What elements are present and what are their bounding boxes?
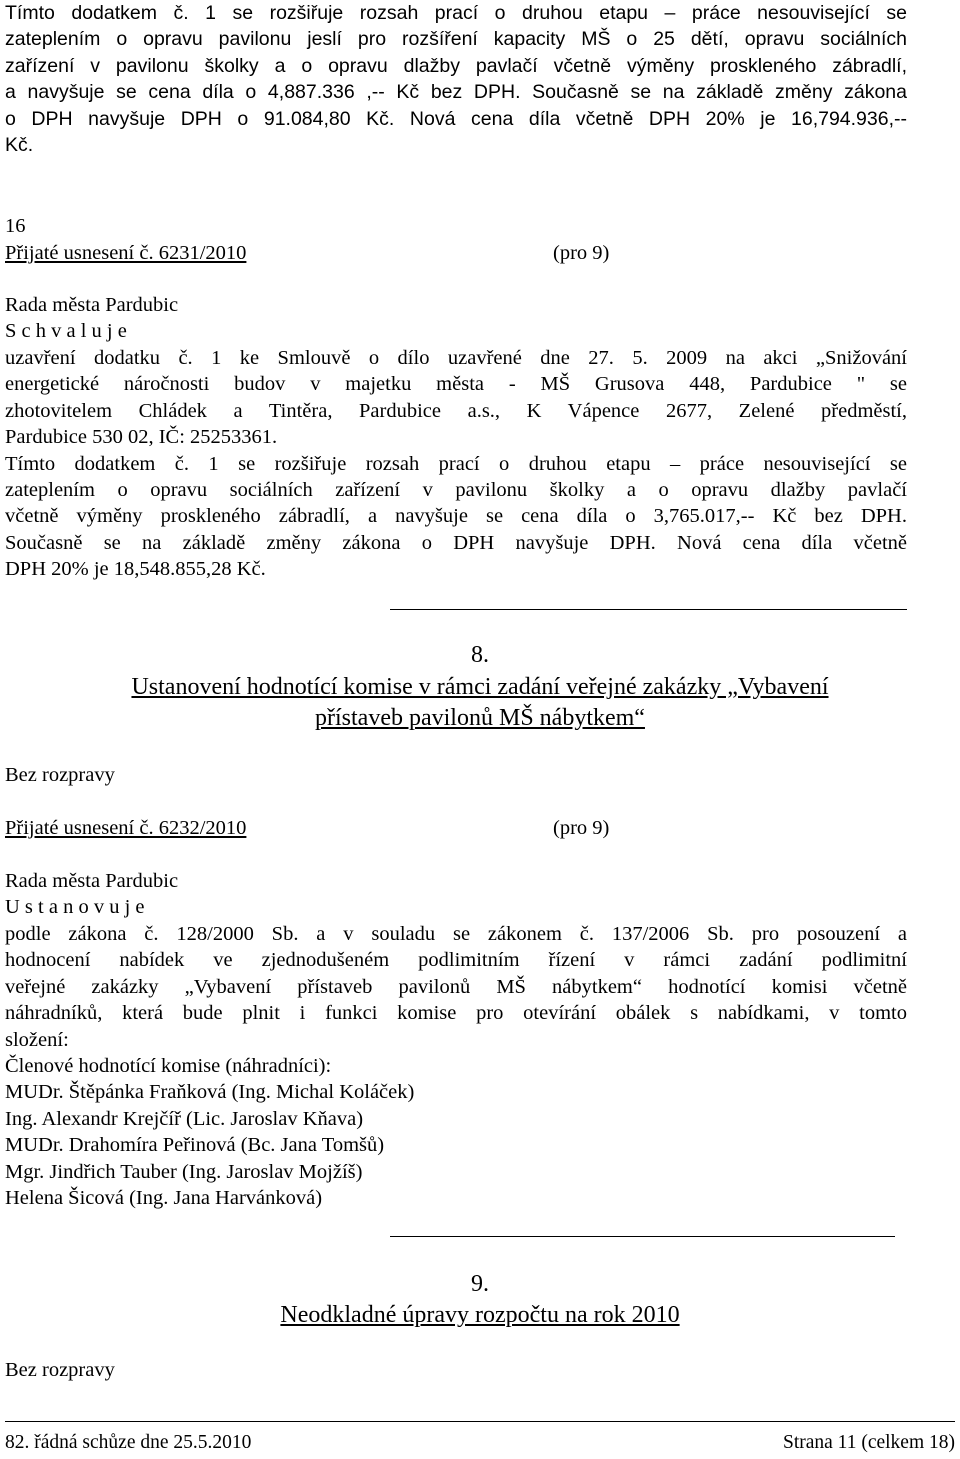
section-number: 9. xyxy=(471,1271,489,1297)
section-number: 8. xyxy=(471,642,489,668)
text-line: uzavření dodatku č. 1 ke Smlouvě o dílo uzavřené dne 27. 5. 2009 na akci „Snižování xyxy=(5,347,907,369)
amendment-paragraph xyxy=(5,0,907,158)
section-divider xyxy=(390,1236,895,1237)
council-name: Rada města Pardubic xyxy=(5,294,179,316)
text-line: složení: xyxy=(5,1028,69,1051)
text-line: Tímto dodatkem č. 1 se rozšiřuje rozsah prací o druhou etapu – práce nesouvisející se xyxy=(5,2,907,24)
committee-member: MUDr. Štěpánka Fraňková (Ing. Michal Koláček) xyxy=(5,1081,415,1104)
resolution-text xyxy=(5,921,907,1211)
text-line: Tímto dodatkem č. 1 se rozšiřuje rozsah prací o druhou etapu – práce nesouvisející se xyxy=(5,452,907,475)
footer-meeting: 82. řádná schůze dne 25.5.2010 xyxy=(5,1432,252,1453)
section-divider xyxy=(390,609,907,610)
council-name: Rada města Pardubic xyxy=(5,870,179,892)
text-line: o DPH navyšuje DPH o 91.084,80 Kč. Nová cena díla včetně DPH 20% je 16,794.936,-- xyxy=(5,107,907,130)
text-line: Pardubice 530 02, IČ: 25253361. xyxy=(5,426,278,449)
vote-count: (pro 9) xyxy=(553,817,610,839)
debate-note: Bez rozpravy xyxy=(5,1359,115,1381)
committee-member: Mgr. Jindřich Tauber (Ing. Jaroslav Mojžíš) xyxy=(5,1160,363,1183)
text-line: veřejné zakázky „Vybavení přístaveb pavilonů MŠ nábytkem“ hodnotící komisi včetně xyxy=(5,975,907,998)
text-line: včetně výměny proskleného zábradlí, a navyšuje se cena díla o 3,765.017,-- Kč bez DPH. xyxy=(5,505,907,528)
text-line: DPH 20% je 18,548.855,28 Kč. xyxy=(5,558,266,581)
text-line: a navyšuje se cena díla o 4,887.336 ,-- Kč bez DPH. Současně se na základě změny zákona xyxy=(5,81,907,104)
text-line: zateplením o opravu pavilonu jeslí pro rozšíření kapacity MŠ o 25 dětí, opravu sociálních xyxy=(5,28,907,51)
resolution-heading: Přijaté usnesení č. 6232/2010 xyxy=(5,817,247,839)
text-line: zařízení v pavilonu školky a o opravu dlažby pavlačí včetně výměny proskleného zábradlí, xyxy=(5,54,907,77)
section-title: přístaveb pavilonů MŠ nábytkem“ xyxy=(315,705,645,731)
text-line: Kč. xyxy=(5,134,34,157)
footer-rule xyxy=(5,1421,955,1422)
committee-member: Ing. Alexandr Krejčíř (Lic. Jaroslav Kňava) xyxy=(5,1107,364,1130)
text-line: energetické náročnosti budov v majetku města - MŠ Grusova 448, Pardubice " se xyxy=(5,373,907,396)
section-title: Ustanovení hodnotící komise v rámci zadání veřejné zakázky „Vybavení xyxy=(131,674,829,700)
item-number: 16 xyxy=(5,215,26,237)
footer-page-number: Strana 11 (celkem 18) xyxy=(782,1432,955,1453)
resolution-verb: S c h v a l u j e xyxy=(5,320,127,342)
text-line: zhotovitelem Chládek a Tintěra, Pardubice a.s., K Vápence 2677, Zelené předměstí, xyxy=(5,399,907,422)
resolution-heading: Přijaté usnesení č. 6231/2010 xyxy=(5,242,247,264)
section-title: Neodkladné úpravy rozpočtu na rok 2010 xyxy=(280,1302,680,1328)
members-heading: Členové hodnotící komise (náhradníci): xyxy=(5,1055,332,1078)
text-line: hodnocení nabídek ve zjednodušeném podlimitním řízení v rámci zadání podlimitní xyxy=(5,949,907,972)
vote-count: (pro 9) xyxy=(553,242,610,264)
text-line: náhradníků, která bude plnit i funkci komise pro otevírání obálek s nabídkami, v tomto xyxy=(5,1002,907,1025)
committee-member: MUDr. Drahomíra Peřinová (Bc. Jana Tomšů) xyxy=(5,1134,385,1157)
text-line: zateplením o opravu sociálních zařízení v pavilonu školky a o opravu dlažby pavlačí xyxy=(5,479,907,502)
resolution-verb: U s t a n o v u j e xyxy=(5,896,145,918)
resolution-text xyxy=(5,345,907,583)
debate-note: Bez rozpravy xyxy=(5,764,115,786)
committee-member: Helena Šicová (Ing. Jana Harvánková) xyxy=(5,1187,323,1210)
text-line: podle zákona č. 128/2000 Sb. a v souladu se zákonem č. 137/2006 Sb. pro posouzení a xyxy=(5,923,907,945)
text-line: Současně se na základě změny zákona o DPH navyšuje DPH. Nová cena díla včetně xyxy=(5,531,907,554)
